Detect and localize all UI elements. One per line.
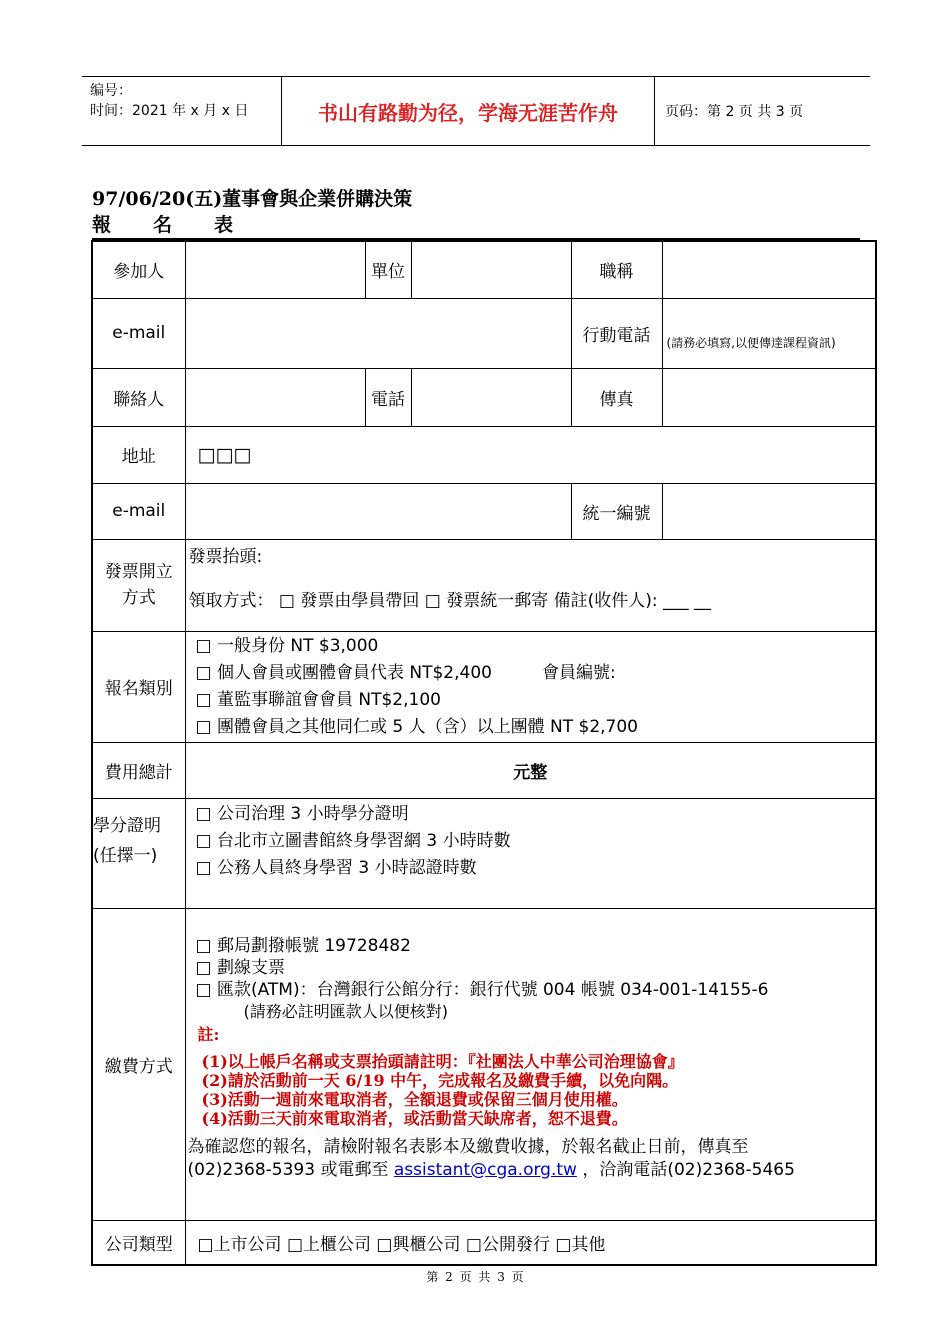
payment-option[interactable]: □ 劃線支票	[195, 957, 285, 978]
email-field[interactable]	[185, 298, 571, 368]
credit-option[interactable]: □ 公務人員終身學習 3 小時認證時數	[195, 857, 477, 878]
credit-option[interactable]: □ 公司治理 3 小時學分證明	[195, 803, 409, 824]
total-value: 元整	[185, 742, 876, 798]
payment-note: (請務必註明匯款人以便核對)	[243, 1001, 448, 1021]
address-label: 地址	[92, 426, 185, 483]
invoice-title[interactable]: 發票抬頭:	[188, 546, 263, 567]
category-option[interactable]: □ 團體會員之其他同仁或 5 人（含）以上團體 NT $2,700	[195, 716, 638, 737]
company-type-options[interactable]: □上市公司 □上櫃公司 □興櫃公司 □公開發行 □其他	[185, 1220, 876, 1265]
time-label: 时间：2021 年 x 月 x 日	[90, 103, 249, 119]
email2-field[interactable]	[185, 483, 571, 539]
job-title-label: 職稱	[571, 241, 662, 298]
contact-field[interactable]	[185, 368, 365, 426]
phone-label: 電話	[365, 368, 411, 426]
registration-form	[91, 240, 877, 1266]
category-option[interactable]: □ 個人會員或團體會員代表 NT$2,400	[195, 662, 492, 683]
participant-field[interactable]	[185, 241, 365, 298]
category-option[interactable]: □ 一般身份 NT $3,000	[195, 635, 379, 656]
payment-option[interactable]: □ 郵局劃撥帳號 19728482	[195, 935, 411, 956]
invoice-method[interactable]: 領取方式： □ 發票由學員帶回 □ 發票統一郵寄 備註(收件人): ___ __	[188, 590, 711, 611]
notes-title: 註:	[197, 1024, 220, 1044]
mobile-note: (請務必填寫,以便傳達課程資訊)	[666, 335, 836, 350]
page-footer: 第 2 页 共 3 页	[426, 1270, 524, 1284]
note-item: (2)請於活動前一天 6/19 中午，完成報名及繳費手續，以免向隅。	[201, 1070, 679, 1090]
tax-id-field[interactable]	[662, 483, 876, 539]
header-meta	[90, 81, 248, 121]
total-label: 費用總計	[92, 742, 185, 798]
credit-label	[92, 798, 185, 908]
mobile-label: 行動電話	[571, 298, 662, 368]
confirm-text: ，洽詢電話(02)2368-5465	[576, 1159, 795, 1180]
header-page-info: 页码：第 2 页 共 3 页	[665, 104, 804, 120]
credit-cell	[185, 798, 876, 908]
email2-label: e-mail	[92, 483, 185, 539]
header-motto: 书山有路勤为径，学海无涯苦作舟	[318, 100, 618, 125]
fax-label: 傳真	[571, 368, 662, 426]
email-label: e-mail	[92, 298, 185, 368]
category-option[interactable]: □ 董監事聯誼會會員 NT$2,100	[195, 689, 441, 710]
invoice-label: 發票開立方式	[92, 539, 185, 631]
confirm-text: 為確認您的報名，請檢附報名表影本及繳費收據，於報名截止日前，傳真至	[187, 1136, 749, 1157]
category-option-row	[196, 660, 876, 687]
participant-label: 參加人	[92, 241, 185, 298]
unit-field[interactable]	[411, 241, 571, 298]
contact-label: 聯絡人	[92, 368, 185, 426]
address-field[interactable]	[185, 426, 876, 483]
credit-label-line: (任擇一)	[93, 845, 158, 866]
payment-label: 繳費方式	[92, 908, 185, 1220]
phone-field[interactable]	[411, 368, 571, 426]
credit-option[interactable]: □ 台北市立圖書館終身學習網 3 小時時數	[195, 830, 511, 851]
category-cell	[185, 631, 876, 742]
unit-label: 單位	[365, 241, 411, 298]
postal-code-boxes: □□□	[197, 443, 252, 466]
invoice-cell	[185, 539, 876, 631]
credit-label-line: 學分證明	[93, 815, 161, 836]
confirm-text: (02)2368-5393 或電郵至	[187, 1159, 394, 1180]
header-divider	[654, 77, 655, 145]
note-item: (1)以上帳戶名稱或支票抬頭請註明：『社團法人中華公司治理協會』	[201, 1051, 684, 1071]
document-title: 97/06/20(五)董事會與企業併購決策	[92, 188, 413, 210]
member-number-label: 會員編號:	[541, 662, 616, 683]
confirm-text-row	[186, 1159, 876, 1182]
document-subtitle: 報名表	[92, 214, 276, 236]
note-item: (3)活動一週前來電取消者，全額退費或保留三個月使用權。	[201, 1089, 628, 1109]
mobile-field[interactable]	[662, 298, 876, 368]
company-type-label: 公司類型	[92, 1220, 185, 1265]
fax-field[interactable]	[662, 368, 876, 426]
contact-email-link[interactable]: assistant@cga.org.tw	[393, 1159, 577, 1180]
tax-id-label: 統一編號	[571, 483, 662, 539]
payment-option[interactable]: □ 匯款(ATM)：台灣銀行公館分行：銀行代號 004 帳號 034-001-14155-6	[195, 979, 769, 1000]
number-label: 编号：	[90, 83, 132, 99]
payment-cell	[185, 908, 876, 1220]
job-title-field[interactable]	[662, 241, 876, 298]
note-item: (4)活動三天前來電取消者，或活動當天缺席者，恕不退費。	[201, 1108, 628, 1128]
page-header	[82, 76, 870, 146]
category-label: 報名類別	[92, 631, 185, 742]
